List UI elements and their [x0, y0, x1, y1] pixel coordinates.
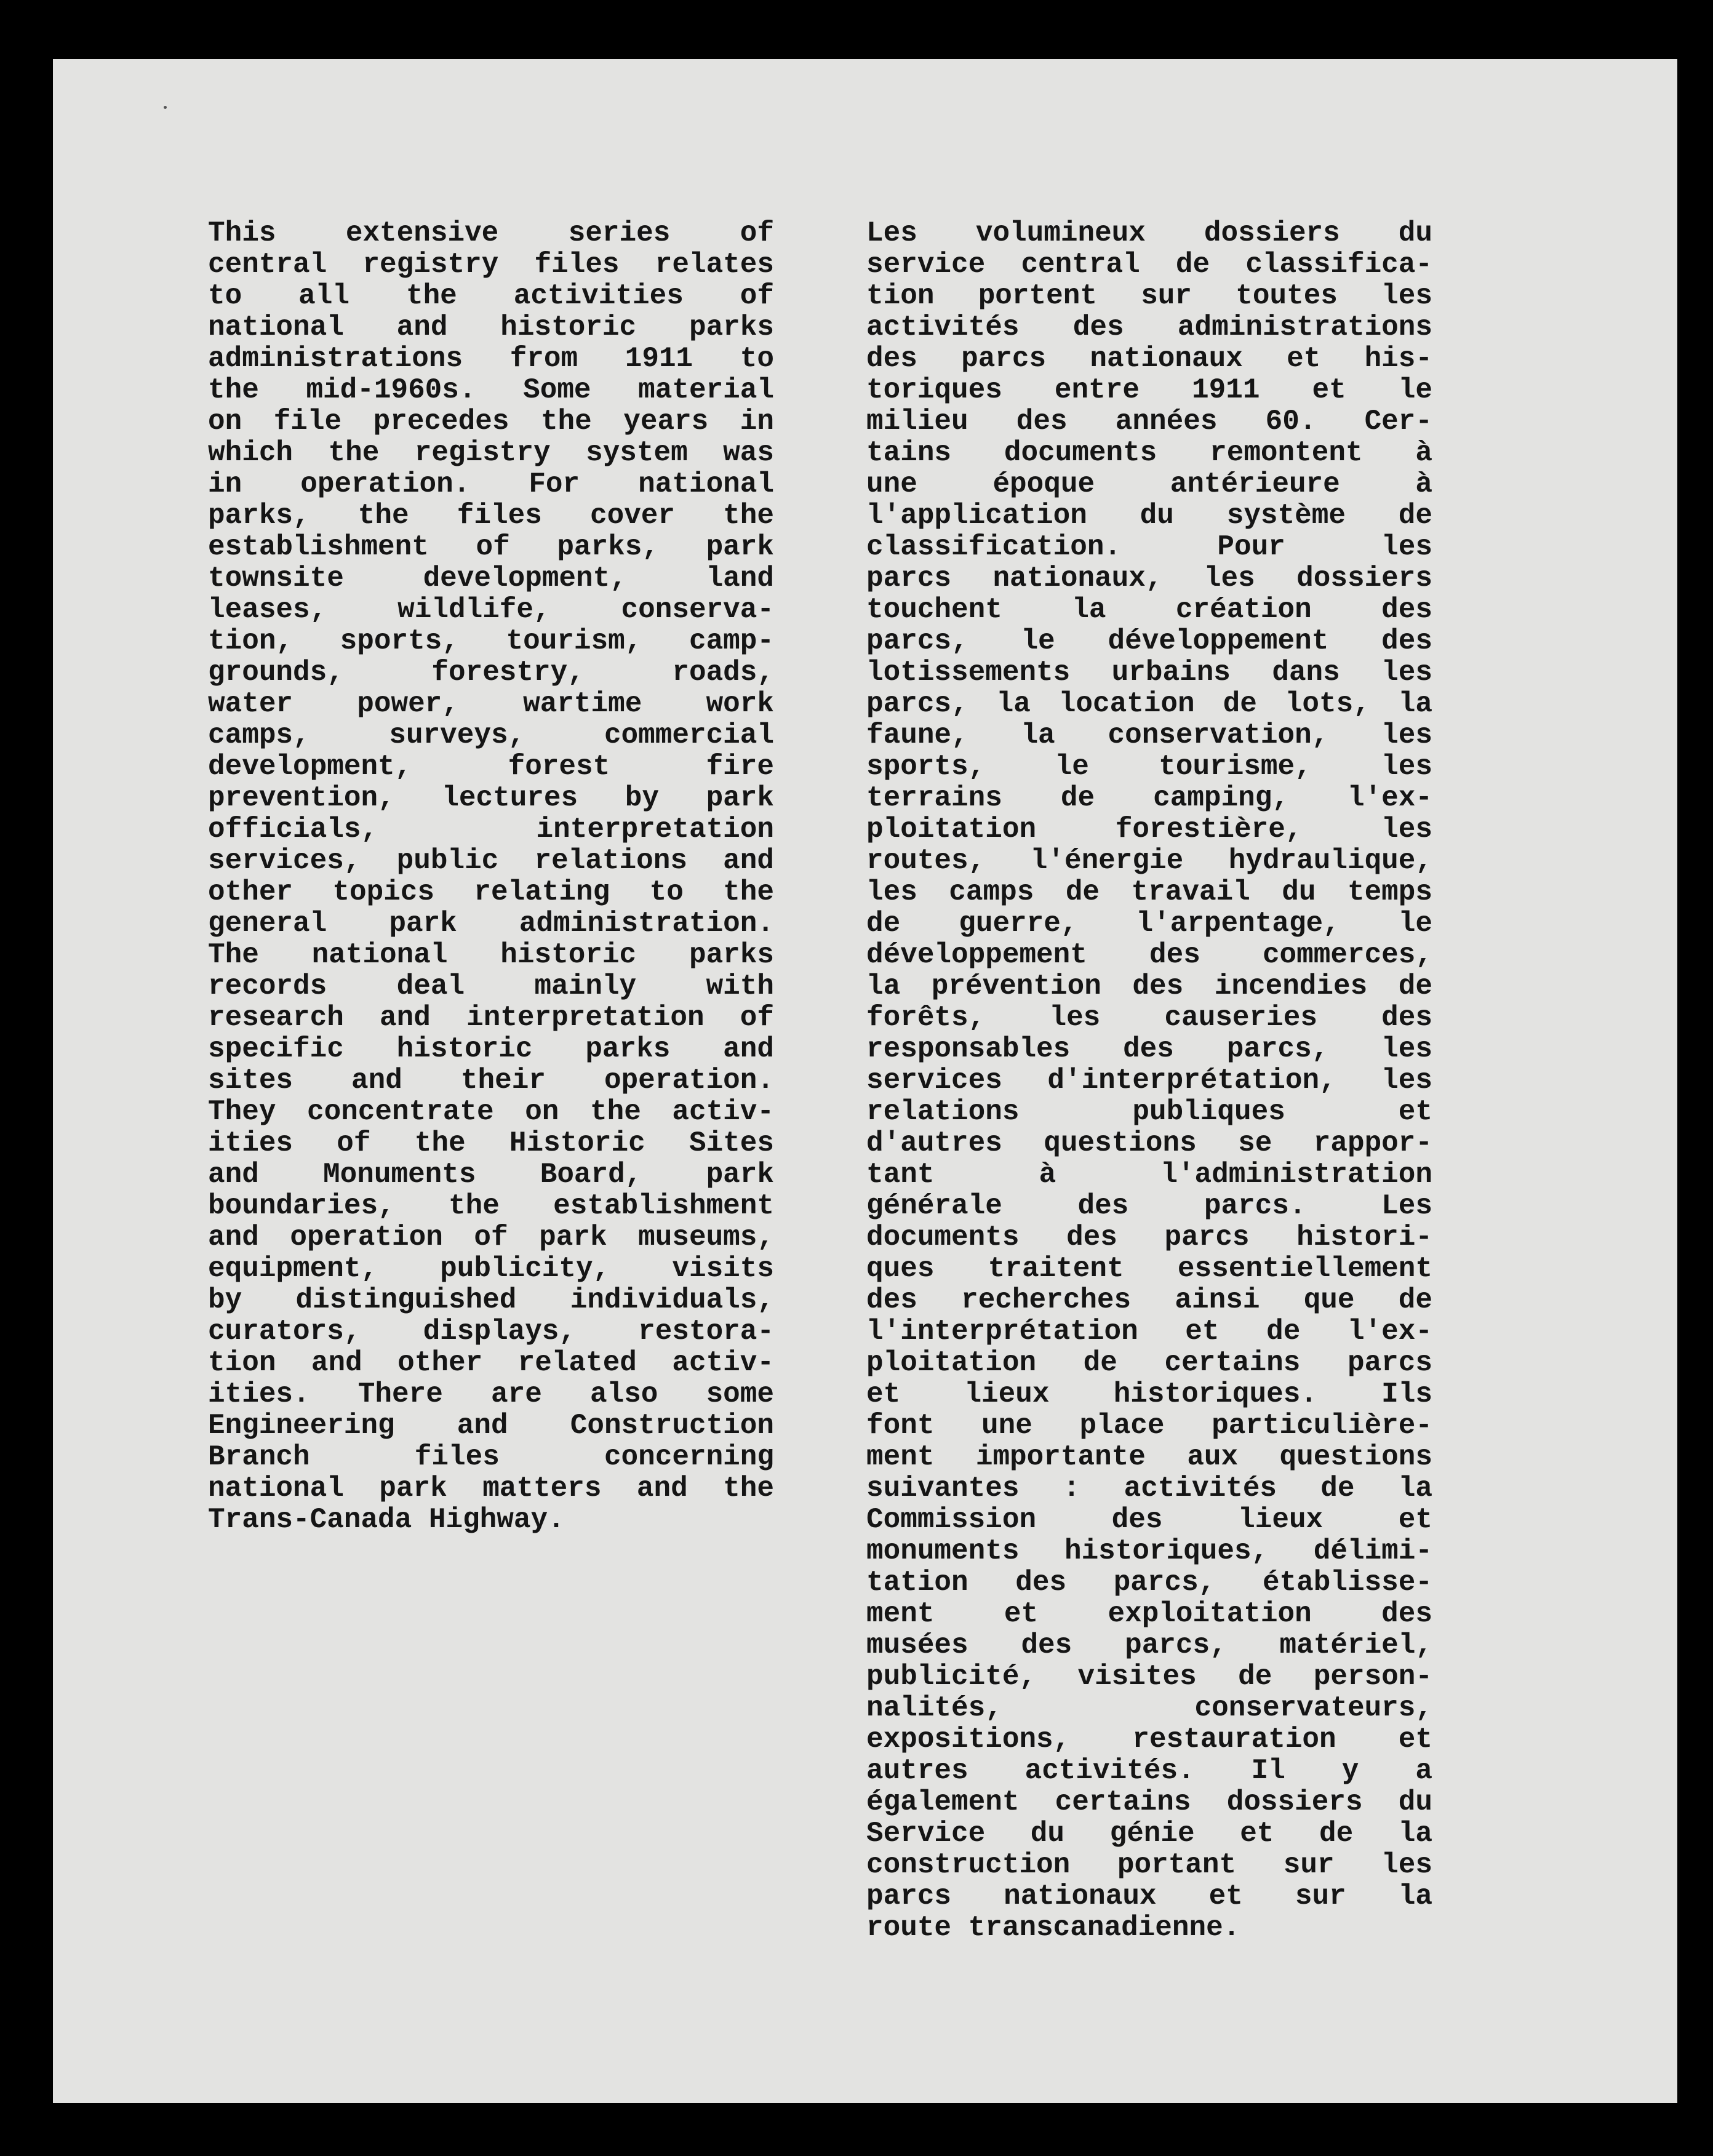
french-text-line: ploitation de certains parcs	[866, 1347, 1432, 1379]
english-text-line: camps, surveys, commercial	[208, 719, 774, 751]
french-text-line: font une place particulière-	[866, 1410, 1432, 1442]
french-text-line: tation des parcs, établisse-	[866, 1567, 1432, 1599]
english-text-line: ities. There are also some	[208, 1378, 774, 1410]
english-text-line: tion and other related activ-	[208, 1347, 774, 1379]
french-text-line: les camps de travail du temps	[866, 876, 1432, 908]
french-text-line: construction portant sur les	[866, 1849, 1432, 1881]
english-text-line: boundaries, the establishment	[208, 1190, 774, 1222]
english-text-line: Branch files concerning	[208, 1441, 774, 1473]
english-text-line: other topics relating to the	[208, 876, 774, 908]
french-text-line: également certains dossiers du	[866, 1786, 1432, 1818]
french-text-line: toriques entre 1911 et le	[866, 374, 1432, 406]
french-text-line: d'autres questions se rappor-	[866, 1127, 1432, 1159]
english-text-line: prevention, lectures by park	[208, 782, 774, 814]
english-text-line: The national historic parks	[208, 939, 774, 971]
english-text-line: leases, wildlife, conserva-	[208, 594, 774, 626]
english-text-line: central registry files relates	[208, 249, 774, 281]
french-text-line: et lieux historiques. Ils	[866, 1378, 1432, 1410]
french-text-line: Commission des lieux et	[866, 1504, 1432, 1536]
french-text-line: la prévention des incendies de	[866, 970, 1432, 1002]
english-text-line: and Monuments Board, park	[208, 1159, 774, 1191]
french-text-line: musées des parcs, matériel,	[866, 1629, 1432, 1661]
french-text-line: nalités, conservateurs,	[866, 1692, 1432, 1724]
french-text-line: des parcs nationaux et his-	[866, 343, 1432, 375]
english-text-line: ities of the Historic Sites	[208, 1127, 774, 1159]
english-text-line: specific historic parks and	[208, 1033, 774, 1065]
french-text-line: relations publiques et	[866, 1096, 1432, 1128]
english-text-line: administrations from 1911 to	[208, 343, 774, 375]
french-text-line: touchent la création des	[866, 594, 1432, 626]
scan-speck	[164, 106, 167, 109]
english-text-line: Trans-Canada Highway.	[208, 1504, 565, 1536]
french-text-line: expositions, restauration et	[866, 1723, 1432, 1755]
english-text-line: water power, wartime work	[208, 688, 774, 720]
english-text-line: grounds, forestry, roads,	[208, 657, 774, 689]
english-text-line: to all the activities of	[208, 280, 774, 312]
french-text-line: ques traitent essentiellement	[866, 1253, 1432, 1285]
english-text-line: national park matters and the	[208, 1472, 774, 1504]
french-text-line: forêts, les causeries des	[866, 1002, 1432, 1034]
french-text-line: tion portent sur toutes les	[866, 280, 1432, 312]
french-text-line: responsables des parcs, les	[866, 1033, 1432, 1065]
french-text-line: ment et exploitation des	[866, 1598, 1432, 1630]
french-text-line: parcs nationaux, les dossiers	[866, 562, 1432, 594]
english-text-line: the mid-1960s. Some material	[208, 374, 774, 406]
english-text-line: sites and their operation.	[208, 1064, 774, 1096]
english-text-line: equipment, publicity, visits	[208, 1253, 774, 1285]
french-text-line: classification. Pour les	[866, 531, 1432, 563]
english-text-line: Engineering and Construction	[208, 1410, 774, 1442]
english-text-line: and operation of park museums,	[208, 1221, 774, 1253]
french-text-line: autres activités. Il y a	[866, 1755, 1432, 1787]
french-text-line: lotissements urbains dans les	[866, 657, 1432, 689]
english-text-line: development, forest fire	[208, 751, 774, 783]
french-text-line: tant à l'administration	[866, 1159, 1432, 1191]
french-text-line: route transcanadienne.	[866, 1912, 1240, 1944]
french-text-column	[866, 218, 1432, 1944]
french-text-line: sports, le tourisme, les	[866, 751, 1432, 783]
french-text-line: ploitation forestière, les	[866, 813, 1432, 845]
french-text-line: faune, la conservation, les	[866, 719, 1432, 751]
english-text-line: townsite development, land	[208, 562, 774, 594]
french-text-line: l'interprétation et de l'ex-	[866, 1316, 1432, 1348]
english-text-line: national and historic parks	[208, 311, 774, 343]
french-text-line: suivantes : activités de la	[866, 1472, 1432, 1504]
english-text-line: officials, interpretation	[208, 813, 774, 845]
french-text-line: documents des parcs histori-	[866, 1221, 1432, 1253]
french-text-line: services d'interprétation, les	[866, 1064, 1432, 1096]
french-text-line: service central de classifica-	[866, 249, 1432, 281]
english-text-line: curators, displays, restora-	[208, 1316, 774, 1348]
english-text-line: on file precedes the years in	[208, 405, 774, 437]
english-text-line: research and interpretation of	[208, 1002, 774, 1034]
french-text-line: parcs nationaux et sur la	[866, 1880, 1432, 1912]
french-text-line: de guerre, l'arpentage, le	[866, 908, 1432, 940]
english-text-line: establishment of parks, park	[208, 531, 774, 563]
english-text-line: tion, sports, tourism, camp-	[208, 625, 774, 657]
french-text-line: développement des commerces,	[866, 939, 1432, 971]
english-text-line: They concentrate on the activ-	[208, 1096, 774, 1128]
english-text-line: which the registry system was	[208, 437, 774, 469]
english-text-line: parks, the files cover the	[208, 500, 774, 532]
french-text-line: activités des administrations	[866, 311, 1432, 343]
english-text-line: services, public relations and	[208, 845, 774, 877]
french-text-line: une époque antérieure à	[866, 468, 1432, 500]
french-text-line: monuments historiques, délimi-	[866, 1535, 1432, 1567]
english-text-line: records deal mainly with	[208, 970, 774, 1002]
english-text-column	[208, 218, 774, 1536]
english-text-line: in operation. For national	[208, 468, 774, 500]
french-text-line: générale des parcs. Les	[866, 1190, 1432, 1222]
french-text-line: l'application du système de	[866, 500, 1432, 532]
english-text-line: general park administration.	[208, 908, 774, 940]
french-text-line: Les volumineux dossiers du	[866, 217, 1432, 249]
french-text-line: des recherches ainsi que de	[866, 1284, 1432, 1316]
french-text-line: terrains de camping, l'ex-	[866, 782, 1432, 814]
french-text-line: ment importante aux questions	[866, 1441, 1432, 1473]
document-page	[53, 59, 1677, 2103]
english-text-line: This extensive series of	[208, 217, 774, 249]
french-text-line: publicité, visites de person-	[866, 1661, 1432, 1693]
french-text-line: milieu des années 60. Cer-	[866, 405, 1432, 437]
french-text-line: routes, l'énergie hydraulique,	[866, 845, 1432, 877]
french-text-line: Service du génie et de la	[866, 1818, 1432, 1850]
french-text-line: parcs, le développement des	[866, 625, 1432, 657]
french-text-line: parcs, la location de lots, la	[866, 688, 1432, 720]
french-text-line: tains documents remontent à	[866, 437, 1432, 469]
english-text-line: by distinguished individuals,	[208, 1284, 774, 1316]
